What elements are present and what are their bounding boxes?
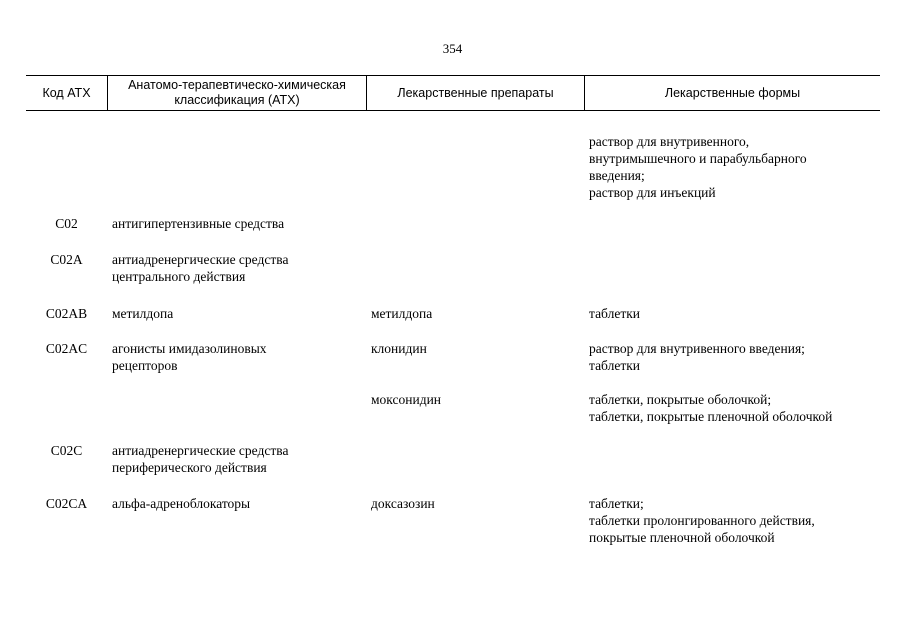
table-row [26,495,880,546]
table-row [26,442,880,476]
cell-line: агонисты имидазолиновых [112,341,267,356]
forms-cell [584,133,880,201]
cell-line: таблетки; [589,496,644,511]
drug-cell [366,133,584,201]
classification-cell [107,442,366,476]
cell-line: внутримышечного и парабульбарного [589,151,807,166]
code-cell: C02AB [45,306,88,321]
code-cell: C02AC [45,341,88,356]
forms-cell [584,391,880,425]
drug-cell: метилдопа [371,306,433,321]
cell-line: таблетки пролонгированного действия, [589,513,815,528]
table-row [26,305,880,322]
cell-line: антиадренергические средства [112,443,289,458]
header-code: Код АТХ [42,85,91,100]
cell-line: раствор для внутривенного введения; [589,341,805,356]
header-classification [107,76,366,110]
forms-cell [584,495,880,546]
drug-cell: доксазозин [371,496,435,511]
drug-cell [366,251,584,285]
code-cell: C02CA [45,496,88,511]
code-cell [26,391,107,425]
header-forms: Лекарственные формы [584,76,880,110]
forms-cell [584,442,880,476]
drug-cell [366,215,584,232]
table-row [26,391,880,425]
forms-cell [584,305,880,322]
drug-cell: моксонидин [371,392,442,407]
cell-line: центрального действия [112,269,246,284]
cell-line: таблетки [589,358,641,373]
classification-cell [107,215,366,232]
code-cell: C02A [50,252,83,267]
header-classification-line: классификация (АТХ) [174,93,300,107]
drug-cell: клонидин [371,341,427,356]
cell-line: таблетки [589,306,641,321]
cell-line: метилдопа [112,306,174,321]
classification-cell [107,305,366,322]
classification-cell [107,251,366,285]
classification-cell [107,133,366,201]
classification-cell [107,340,366,374]
code-cell: C02C [50,443,83,458]
cell-line: таблетки, покрытые пленочной оболочкой [589,409,833,424]
page-number: 354 [442,41,463,56]
forms-cell [584,340,880,374]
cell-line: таблетки, покрытые оболочкой; [589,392,772,407]
table-row [26,215,880,232]
atx-table [26,75,880,545]
table-header [26,75,880,111]
cell-line: периферического действия [112,460,267,475]
forms-cell [584,251,880,285]
header-classification-line: Анатомо-терапевтическо-химическая [128,78,346,92]
code-cell: C02 [55,216,78,231]
cell-line: альфа-адреноблокаторы [112,496,251,511]
cell-line: антиадренергические средства [112,252,289,267]
classification-cell [107,391,366,425]
cell-line: рецепторов [112,358,178,373]
table-row [26,340,880,374]
code-cell [26,133,107,201]
drug-cell [366,442,584,476]
cell-line: покрытые пленочной оболочкой [589,530,775,545]
header-drugs: Лекарственные препараты [366,76,584,110]
table-row [26,133,880,201]
cell-line: антигипертензивные средства [112,216,285,231]
cell-line: введения; [589,168,645,183]
forms-cell [584,215,880,232]
classification-cell [107,495,366,546]
cell-line: раствор для внутривенного, [589,134,750,149]
table-row [26,251,880,285]
cell-line: раствор для инъекций [589,185,716,200]
